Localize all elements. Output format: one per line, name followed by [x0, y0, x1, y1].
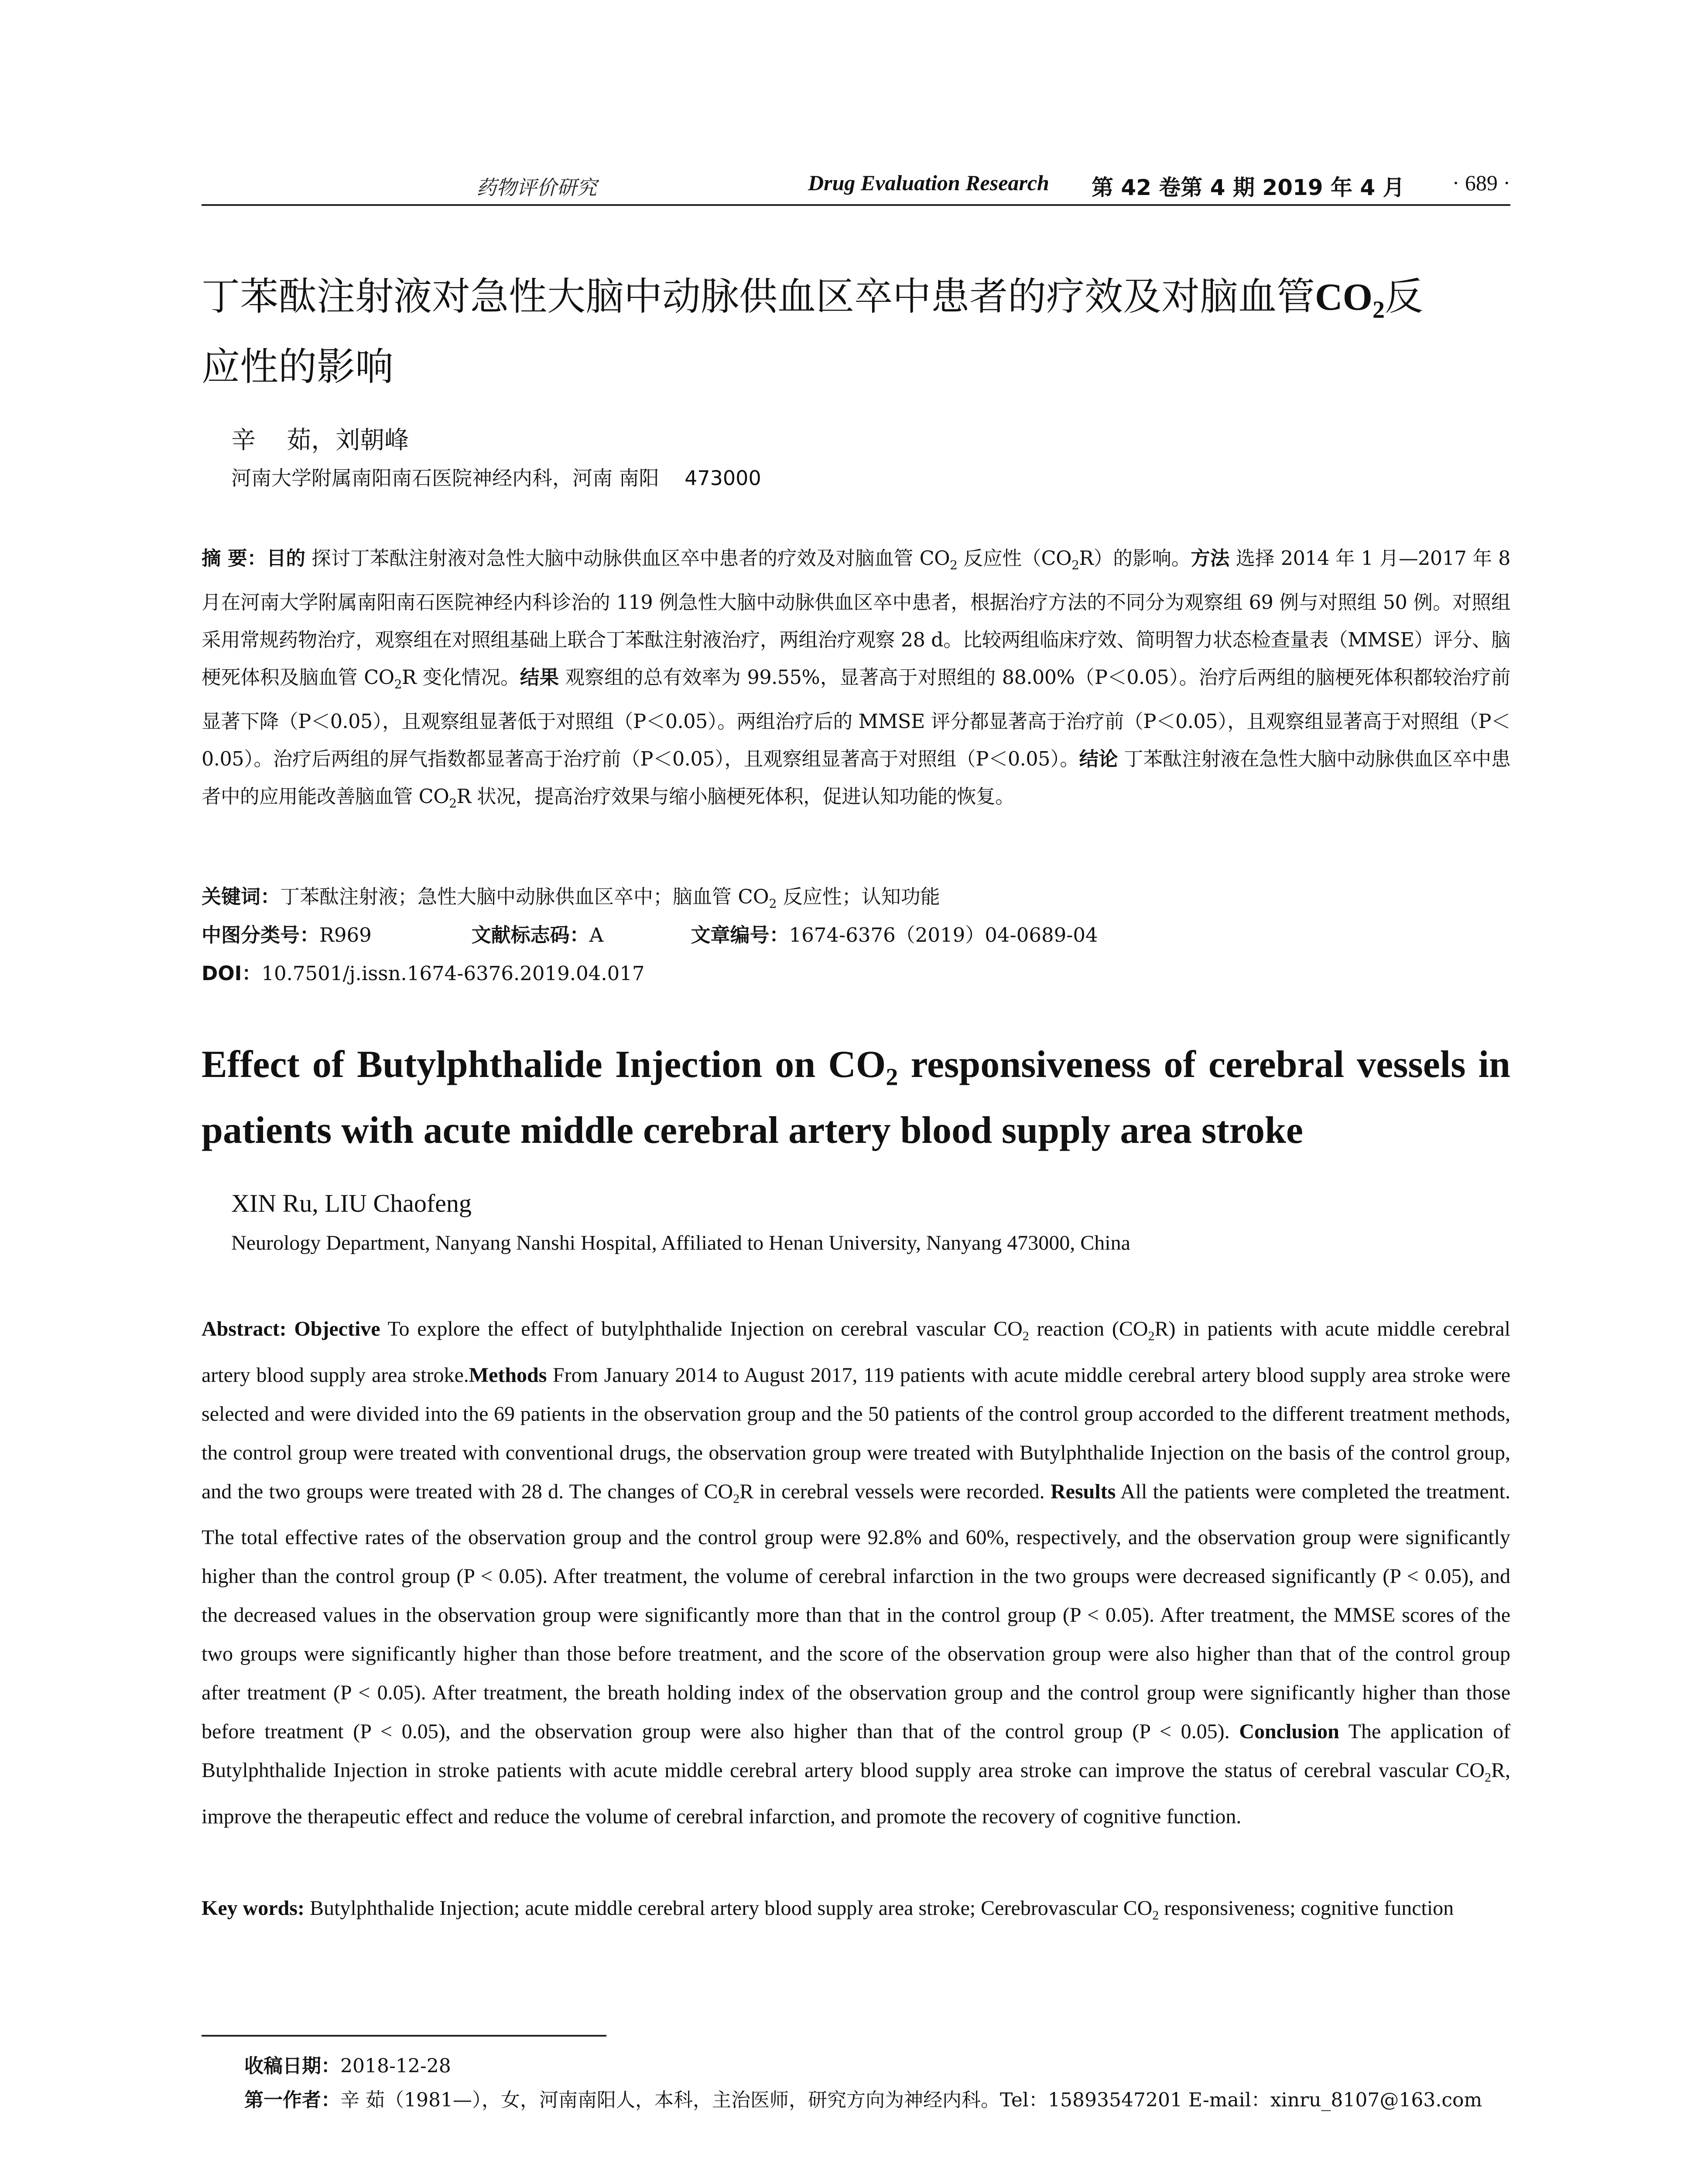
article-no-value: 1674-6376（2019）04-0689-04: [789, 923, 1098, 947]
objective-text: To explore the effect of butylphthalide Injection on cerebral vascular CO: [387, 1317, 1023, 1340]
abstract-cn-label: 摘 要：: [202, 547, 267, 570]
methods-text: 选择 2014 年 1 月—2017 年 8 月在河南大学附属南阳南石医院神经内科诊治的 119 例急性大脑中动脉供血区卒中患者，根据治疗方法的不同分为观察组 69 例与对照组 50 例。对照组采用常规药物治疗，观察组在对照组基础上联合丁苯酞注射液治疗，两组治疗观察 28 d。比较两组临床疗效、简明智力状态检查量表（MMSE）评分、脑梗死体积及脑血管 CO: [202, 547, 1510, 689]
footnote-author: [244, 2084, 1482, 2112]
subscript: 2: [1152, 1908, 1159, 1923]
subscript: 2: [1148, 1329, 1155, 1343]
affiliation-cn: 河南大学附属南阳南石医院神经内科，河南 南阳 473000: [231, 466, 761, 490]
results-text: All the patients were completed the treatment. The total effective rates of the observation group and the control group were 92.8% and 60%, respectively, and the observation group were significantly higher than the control group (P < 0.05). After treatment, the volume of cerebral infarction in the two groups were decreased significantly (P < 0.05), and the decreased values in the observation group were significantly more than that in the control group (P < 0.05). After treatment, the MMSE scores of the two groups were significantly higher than those before treatment, and the score of the observation group were also higher than that of the control group after treatment (P < 0.05). After treatment, the breath holding index of the observation group and the control group were significantly higher than those before treatment (P < 0.05), and the observation group were also higher than that of the control group (P < 0.05).: [202, 1480, 1511, 1743]
methods-label: 方法: [1191, 547, 1230, 570]
received-label: 收稿日期：: [244, 2055, 340, 2077]
abstract-en: [202, 1309, 1510, 1836]
results-text: 观察组的总有效率为 99.55%，显著高于对照组的 88.00%（P＜0.05）。治疗后两组的脑梗死体积都较治疗前显著下降（P＜0.05），且观察组显著低于对照组（P＜0.05）。两组治疗后的 MMSE 评分都显著高于治疗前（P＜0.05），且观察组显著高于对照组（P＜0.05）。治疗后两组的屏气指数都显著高于治疗前（P＜0.05），且观察组显著高于对照组（P＜0.05）。: [202, 666, 1510, 770]
conclusion-label: 结论: [1079, 748, 1118, 770]
running-header: [202, 162, 1510, 206]
objective-text: reaction (CO: [1029, 1317, 1148, 1340]
title-en: [202, 1038, 1510, 1157]
first-author-label: 第一作者：: [244, 2089, 340, 2111]
subscript: 2: [886, 1063, 898, 1091]
keywords-en-text: responsiveness; cognitive function: [1159, 1897, 1454, 1920]
footnote-received: [244, 2050, 451, 2078]
footnote-rule: [202, 2035, 606, 2037]
page-number: · 689 ·: [1452, 171, 1510, 195]
issue-info: 第 42 卷第 4 期 2019 年 4 月: [1092, 175, 1405, 200]
keywords-en-text: Butylphthalide Injection; acute middle cerebral artery blood supply area stroke; Cerebrovascular CO: [309, 1897, 1153, 1920]
keywords-en-label: Key words:: [202, 1897, 305, 1920]
subscript: 2: [394, 677, 402, 691]
keywords-cn-label: 关键词：: [202, 885, 281, 908]
title-cn: [202, 268, 1510, 395]
subscript: 2: [1022, 1329, 1029, 1343]
subscript: 2: [1484, 1770, 1491, 1785]
objective-text: R）的影响。: [1079, 547, 1191, 570]
conclusion-text: R, improve the therapeutic effect and reduce the volume of cerebral infarction, and promote the recovery of cognitive function.: [202, 1759, 1510, 1828]
title-cn-sub: 2: [1373, 296, 1385, 324]
abstract-en-label: Abstract:: [202, 1317, 287, 1340]
subscript: 2: [449, 796, 457, 810]
keywords-cn-text: 反应性；认知功能: [777, 885, 940, 908]
classification-line: [202, 920, 1510, 951]
title-en-part: responsiveness of cerebral vessels in: [898, 1043, 1510, 1086]
keywords-cn-text: 丁苯酞注射液；急性大脑中动脉供血区卒中；脑血管 CO: [280, 885, 769, 908]
authors-cn: 辛 茹，刘朝峰: [231, 426, 409, 455]
objective-label: Objective: [294, 1317, 380, 1340]
methods-text: R in cerebral vessels were recorded.: [739, 1480, 1045, 1503]
clc-value: R969: [319, 923, 372, 947]
title-en-part: Effect of Butylphthalide Injection on CO: [202, 1043, 886, 1086]
title-en-line2: patients with acute middle cerebral artery blood supply area stroke: [202, 1109, 1303, 1152]
conclusion-text: The application of Butylphthalide Injection in stroke patients with acute middle cerebral artery blood supply area stroke can improve the status of cerebral vascular CO: [202, 1720, 1510, 1782]
methods-text: R 变化情况。: [401, 666, 520, 689]
objective-text: R) in patients with acute middle cerebral artery blood supply area stroke.: [202, 1317, 1510, 1387]
authors-en: XIN Ru, LIU Chaofeng: [231, 1189, 472, 1217]
title-cn-line2: 应性的影响: [202, 344, 394, 389]
objective-label: 目的: [266, 547, 305, 570]
conclusion-text: 丁苯酞注射液在急性大脑中动脉供血区卒中患者中的应用能改善脑血管 CO: [202, 748, 1510, 808]
methods-label: Methods: [469, 1363, 547, 1387]
title-cn-part: 反: [1385, 274, 1424, 319]
doi-line: [202, 958, 1510, 989]
journal-logo: [476, 175, 791, 199]
svg-text:药物评价研究: 药物评价研究: [476, 176, 597, 199]
doccode-value: A: [589, 923, 604, 947]
title-cn-part: 丁苯酞注射液对急性大脑中动脉供血区卒中患者的疗效及对脑血管: [202, 274, 1315, 319]
title-cn-co2: [1315, 276, 1385, 324]
doccode-label: 文献标志码：: [471, 923, 589, 947]
header-rule: [202, 204, 1510, 206]
keywords-en: [202, 1889, 1510, 1935]
objective-text: 探讨丁苯酞注射液对急性大脑中动脉供血区卒中患者的疗效及对脑血管 CO: [311, 547, 950, 570]
conclusion-text: R 状况，提高治疗效果与缩小脑梗死体积，促进认知功能的恢复。: [456, 785, 1015, 808]
conclusion-label: Conclusion: [1239, 1720, 1339, 1743]
first-author-info: 辛 茹（1981—），女，河南南阳人，本科，主治医师，研究方向为神经内科。Tel：15893547201 E-mail：xinru_8107@163.com: [340, 2089, 1482, 2111]
methods-text: From January 2014 to August 2017, 119 patients with acute middle cerebral artery blood supply area stroke were selected and were divided into the 69 patients in the observation group and the 50 patients of the control group accorded to the different treatment methods, the control group were treated with conventional drugs, the observation group were treated with Butylphthalide Injection on the basis of the control group, and the two groups were treated with 28 d. The changes of CO: [202, 1363, 1511, 1503]
affiliation-en: Neurology Department, Nanyang Nanshi Hospital, Affiliated to Henan University, Nanyang 473000, China: [231, 1231, 1130, 1255]
doi-label: DOI：: [202, 962, 262, 985]
results-label: 结果: [520, 666, 559, 689]
clc-label: 中图分类号：: [202, 923, 320, 947]
subscript: 2: [769, 896, 777, 911]
title-cn-co: CO: [1315, 276, 1373, 318]
subscript: 2: [733, 1491, 740, 1506]
doi-value[interactable]: 10.7501/j.issn.1674-6376.2019.04.017: [261, 962, 645, 985]
received-date: 2018-12-28: [340, 2055, 451, 2077]
keywords-cn: [202, 881, 1510, 920]
subscript: 2: [950, 557, 958, 572]
article-no-label: 文章编号：: [691, 923, 789, 947]
journal-name-en: Drug Evaluation Research: [808, 171, 1049, 195]
abstract-cn: [202, 540, 1510, 822]
results-label: Results: [1050, 1480, 1116, 1503]
title-en-line1: [202, 1038, 1510, 1104]
subscript: 2: [1071, 557, 1079, 572]
objective-text: 反应性（CO: [957, 547, 1072, 570]
